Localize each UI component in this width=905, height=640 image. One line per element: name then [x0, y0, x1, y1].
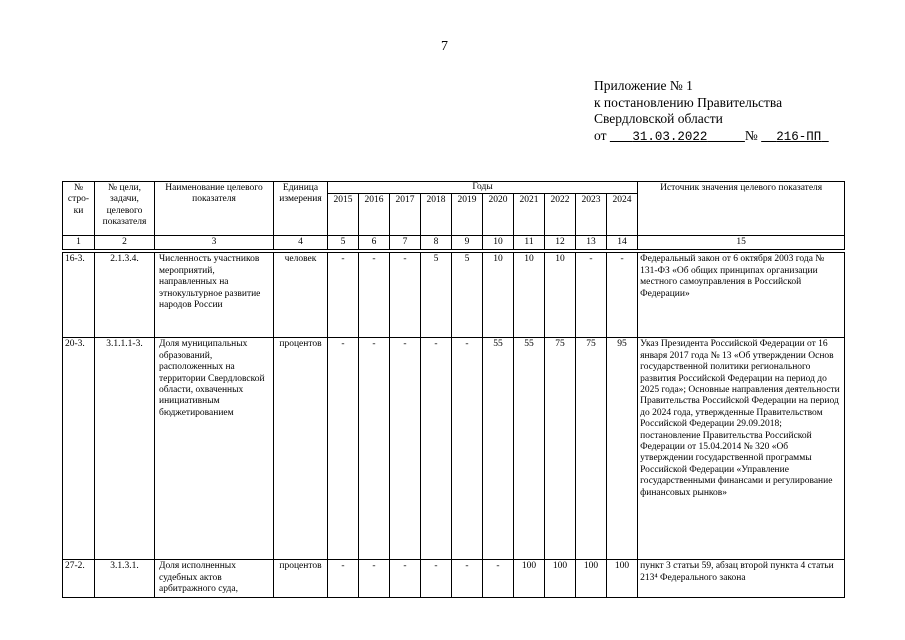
appendix-header	[594, 78, 829, 145]
value-cell: -	[421, 338, 452, 560]
header-goal-no: № цели, задачи, целевого показателя	[95, 182, 155, 236]
value-cell: 75	[576, 338, 607, 560]
value-cell: -	[421, 560, 452, 597]
date-prefix: от	[594, 127, 607, 143]
indicator-name: Численность участников мероприятий, направленных на этнокультурное развитие народов России	[155, 253, 274, 338]
unit: процентов	[274, 338, 328, 560]
header-years: Годы	[328, 182, 638, 194]
value-cell: 100	[576, 560, 607, 597]
value-cell: 55	[514, 338, 545, 560]
column-number: 5	[328, 236, 359, 250]
value-cell: -	[359, 338, 390, 560]
goal-code: 2.1.3.4.	[95, 253, 155, 338]
year-header: 2023	[576, 194, 607, 236]
decree-number	[761, 130, 829, 144]
value-cell: 10	[545, 253, 576, 338]
row-number: 20-3.	[63, 338, 95, 560]
goal-code: 3.1.1.1-3.	[95, 338, 155, 560]
column-number: 10	[483, 236, 514, 250]
goal-code: 3.1.3.1.	[95, 560, 155, 597]
header-row-no: № стро-ки	[63, 182, 95, 236]
decree-date	[610, 130, 745, 144]
column-number: 3	[155, 236, 274, 250]
year-header: 2020	[483, 194, 514, 236]
row-number: 16-3.	[63, 253, 95, 338]
header-row	[63, 182, 845, 194]
unit: человек	[274, 253, 328, 338]
header-unit: Единица измерения	[274, 182, 328, 236]
year-header: 2019	[452, 194, 483, 236]
value-cell: 100	[514, 560, 545, 597]
number-prefix: №	[744, 127, 758, 143]
value-cell: 10	[514, 253, 545, 338]
table-row	[63, 560, 845, 597]
source-cell: Федеральный закон от 6 октября 2003 года № 131-ФЗ «Об общих принципах организации местного самоуправления в Российской Федерации»	[638, 253, 845, 338]
table-row	[63, 253, 845, 338]
value-cell: 100	[545, 560, 576, 597]
value-cell: -	[328, 253, 359, 338]
value-cell: -	[359, 253, 390, 338]
value-cell: 100	[607, 560, 638, 597]
value-cell: -	[483, 560, 514, 597]
value-cell: 10	[483, 253, 514, 338]
indicator-name: Доля исполненных судебных актов арбитражного суда,	[155, 560, 274, 597]
value-cell: -	[328, 338, 359, 560]
column-number: 2	[95, 236, 155, 250]
column-number: 7	[390, 236, 421, 250]
appendix-title: Приложение № 1	[594, 78, 693, 93]
value-cell: 5	[421, 253, 452, 338]
column-number: 4	[274, 236, 328, 250]
year-header: 2018	[421, 194, 452, 236]
column-number: 6	[359, 236, 390, 250]
column-number-row	[63, 236, 845, 250]
value-cell: -	[390, 253, 421, 338]
header-indicator: Наименование целевого показателя	[155, 182, 274, 236]
value-cell: 5	[452, 253, 483, 338]
appendix-date-line	[594, 128, 829, 146]
value-cell: 95	[607, 338, 638, 560]
column-number: 11	[514, 236, 545, 250]
source-cell: Указ Президента Российской Федерации от 16 января 2017 года № 13 «Об утверждении Основ государственной политики регионального развития Российской Федерации на период до 2025 года»; Основные направления деятельности Правительства Российской Федерации на период до 2024 года, утвержденные Правительством Российской Федерации 29.09.2018; постановление Правительства Российской Федерации от 15.04.2014 № 320 «Об утверждении государственной программы Российской Федерации «Управление государственными финансами и регулирование финансовых рынков»	[638, 338, 845, 560]
column-number: 1	[63, 236, 95, 250]
decree-number-value: 216-ПП	[776, 129, 822, 144]
year-header: 2017	[390, 194, 421, 236]
year-header: 2022	[545, 194, 576, 236]
appendix-line-2: к постановлению Правительства	[594, 94, 783, 110]
indicators-table	[62, 181, 845, 598]
column-number: 14	[607, 236, 638, 250]
indicator-name: Доля муниципальных образований, расположенных на территории Свердловской области, охваченных инициативным бюджетированием	[155, 338, 274, 560]
value-cell: -	[328, 560, 359, 597]
row-number: 27-2.	[63, 560, 95, 597]
appendix-line-3: Свердловской области	[594, 111, 723, 126]
header-source: Источник значения целевого показателя	[638, 182, 845, 236]
column-number: 15	[638, 236, 845, 250]
value-cell: -	[452, 560, 483, 597]
table-row	[63, 338, 845, 560]
unit: процентов	[274, 560, 328, 597]
year-header: 2016	[359, 194, 390, 236]
year-header: 2015	[328, 194, 359, 236]
column-number: 13	[576, 236, 607, 250]
decree-date-value: 31.03.2022	[632, 129, 708, 144]
value-cell: -	[452, 338, 483, 560]
column-number: 12	[545, 236, 576, 250]
value-cell: -	[576, 253, 607, 338]
value-cell: -	[390, 338, 421, 560]
source-cell: пункт 3 статьи 59, абзац второй пункта 4 статьи 213⁴ Федерального закона	[638, 560, 845, 597]
page-number: 7	[441, 39, 448, 54]
column-number: 8	[421, 236, 452, 250]
value-cell: -	[607, 253, 638, 338]
year-header: 2021	[514, 194, 545, 236]
value-cell: 55	[483, 338, 514, 560]
column-number: 9	[452, 236, 483, 250]
year-header: 2024	[607, 194, 638, 236]
value-cell: 75	[545, 338, 576, 560]
value-cell: -	[390, 560, 421, 597]
value-cell: -	[359, 560, 390, 597]
